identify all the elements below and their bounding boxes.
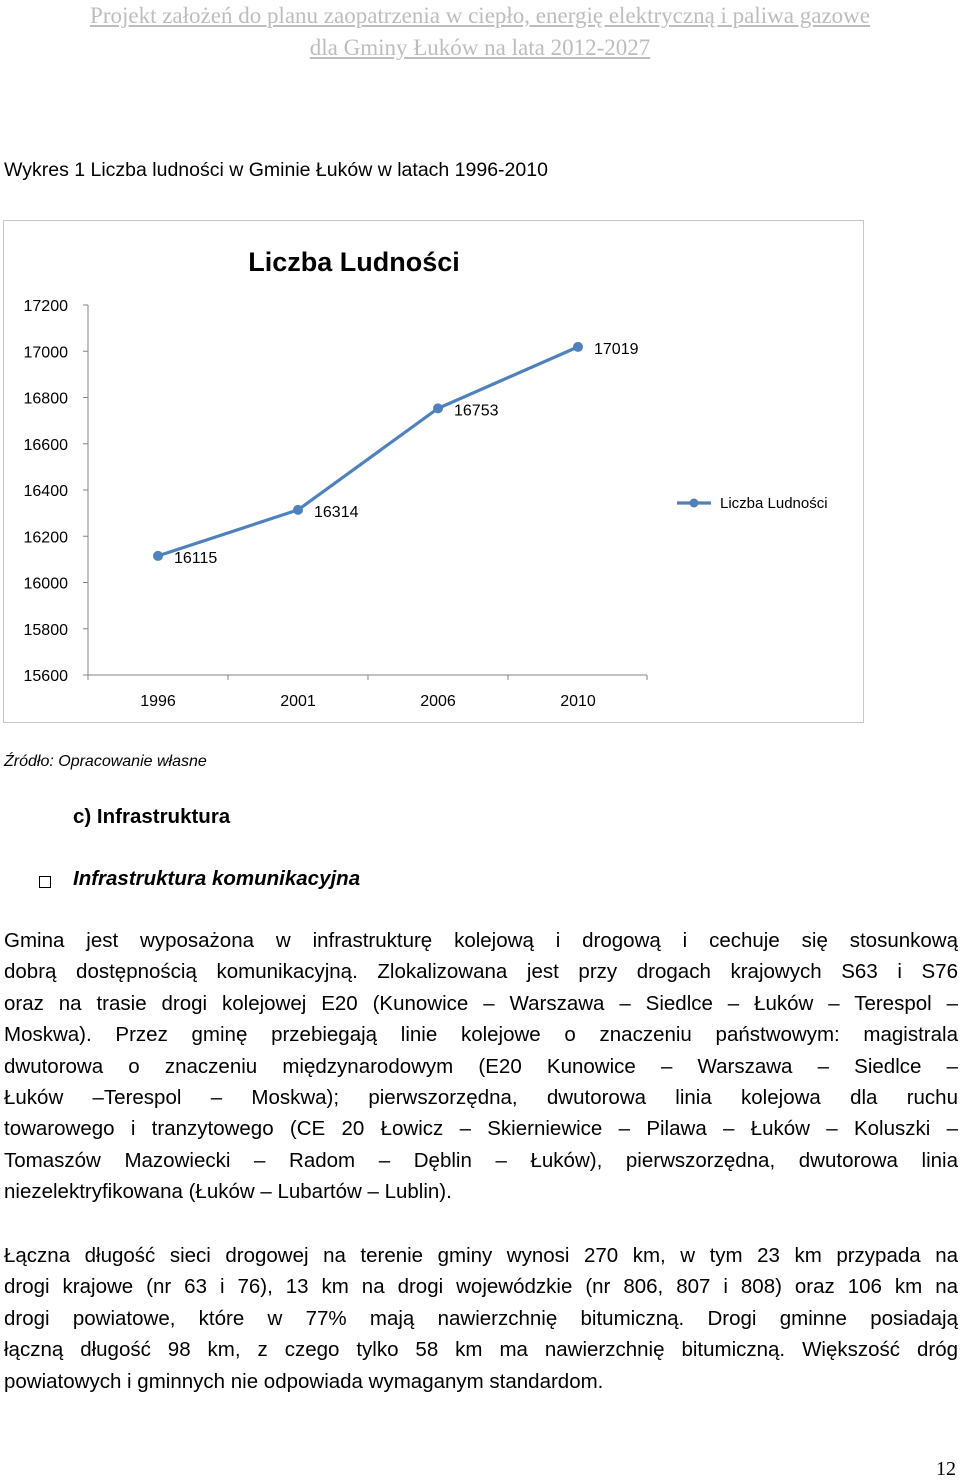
paragraph-line: drogi powiatowe, które w 77% mają nawierzchnię bitumiczną. Drogi gminne posiadają (4, 1306, 958, 1330)
paragraph-line: powiatowych i gminnych nie odpowiada wymaganym standardom. (4, 1369, 604, 1393)
paragraph-2 (4, 1240, 958, 1397)
y-tick-label: 16800 (23, 390, 68, 408)
population-chart-svg (4, 221, 865, 724)
data-label: 16753 (454, 402, 499, 420)
data-label: 17019 (594, 340, 639, 358)
paragraph-line: Moskwa). Przez gminę przebiegają linie kolejowe o znaczeniu państwowym: magistrala (4, 1023, 958, 1047)
y-tick-label: 15600 (23, 668, 68, 685)
data-point (293, 505, 303, 515)
x-tick-label: 1996 (140, 693, 176, 710)
page-number: 12 (936, 1458, 956, 1480)
y-tick-label: 16000 (23, 575, 68, 593)
chart-source: Źródło: Opracowanie własne (4, 753, 207, 770)
header-line-1: Projekt założeń do planu zaopatrzenia w ciepło, energię elektryczną i paliwa gazowe (90, 3, 870, 28)
paragraph-line: łączną długość 98 km, z czego tylko 58 km ma nawierzchnię bitumiczną. Większość dróg (4, 1338, 958, 1362)
y-tick-label: 17200 (23, 298, 68, 315)
y-tick-label: 17000 (23, 344, 68, 362)
section-subheading: Infrastruktura komunikacyjna (73, 867, 361, 890)
paragraph-line: niezelektryfikowana (Łuków – Lubartów – Lublin). (4, 1180, 452, 1204)
population-chart (3, 220, 864, 723)
x-tick-label: 2006 (420, 693, 456, 710)
y-tick-label: 15800 (23, 621, 68, 639)
section-heading: c) Infrastruktura (73, 805, 231, 828)
paragraph-line: oraz na trasie drogi kolejowej E20 (Kunowice – Warszawa – Siedlce – Łuków – Terespol – (4, 991, 958, 1015)
document-header (0, 0, 960, 64)
legend-label: Liczba Ludności (720, 495, 828, 512)
bullet-square-icon (39, 876, 51, 888)
chart-caption: Wykres 1 Liczba ludności w Gminie Łuków w latach 1996-2010 (4, 159, 548, 181)
paragraph-line: dwutorowa o znaczeniu międzynarodowym (E20 Kunowice – Warszawa – Siedlce – (4, 1054, 958, 1078)
data-point (573, 342, 583, 352)
paragraph-line: Gmina jest wyposażona w infrastrukturę kolejową i drogową i cechuje się stosunkową (4, 929, 958, 952)
y-tick-label: 16200 (23, 529, 68, 547)
data-point (433, 403, 443, 413)
legend-marker (690, 499, 699, 508)
paragraph-line: dobrą dostępnością komunikacyjną. Zlokalizowana jest przy drogach krajowych S63 i S76 (4, 960, 958, 984)
data-point (153, 551, 163, 561)
chart-title: Liczba Ludności (248, 247, 460, 277)
paragraph-line: Łączna długość sieci drogowej na terenie gminy wynosi 270 km, w tym 23 km przypada na (4, 1244, 958, 1267)
paragraph-line: Tomaszów Mazowiecki – Radom – Dęblin – Łuków), pierwszorzędna, dwutorowa linia (4, 1148, 958, 1172)
paragraph-line: towarowego i tranzytowego (CE 20 Łowicz – Skierniewice – Pilawa – Łuków – Koluszki – (4, 1117, 958, 1141)
paragraph-line: drogi krajowe (nr 63 i 76), 13 km na drogi wojewódzkie (nr 806, 807 i 808) oraz 106 km na (4, 1275, 958, 1299)
x-tick-label: 2001 (280, 693, 316, 710)
y-tick-label: 16600 (23, 436, 68, 454)
paragraph-line: Łuków –Terespol – Moskwa); pierwszorzędna, dwutorowa linia kolejowa dla ruchu (4, 1086, 958, 1110)
header-line-2: dla Gminy Łuków na lata 2012-2027 (309, 35, 651, 60)
series-line (158, 347, 578, 556)
data-label: 16115 (174, 549, 218, 567)
data-label: 16314 (314, 503, 359, 521)
x-tick-label: 2010 (560, 693, 596, 710)
y-tick-label: 16400 (23, 483, 68, 500)
paragraph-1 (4, 925, 958, 1208)
